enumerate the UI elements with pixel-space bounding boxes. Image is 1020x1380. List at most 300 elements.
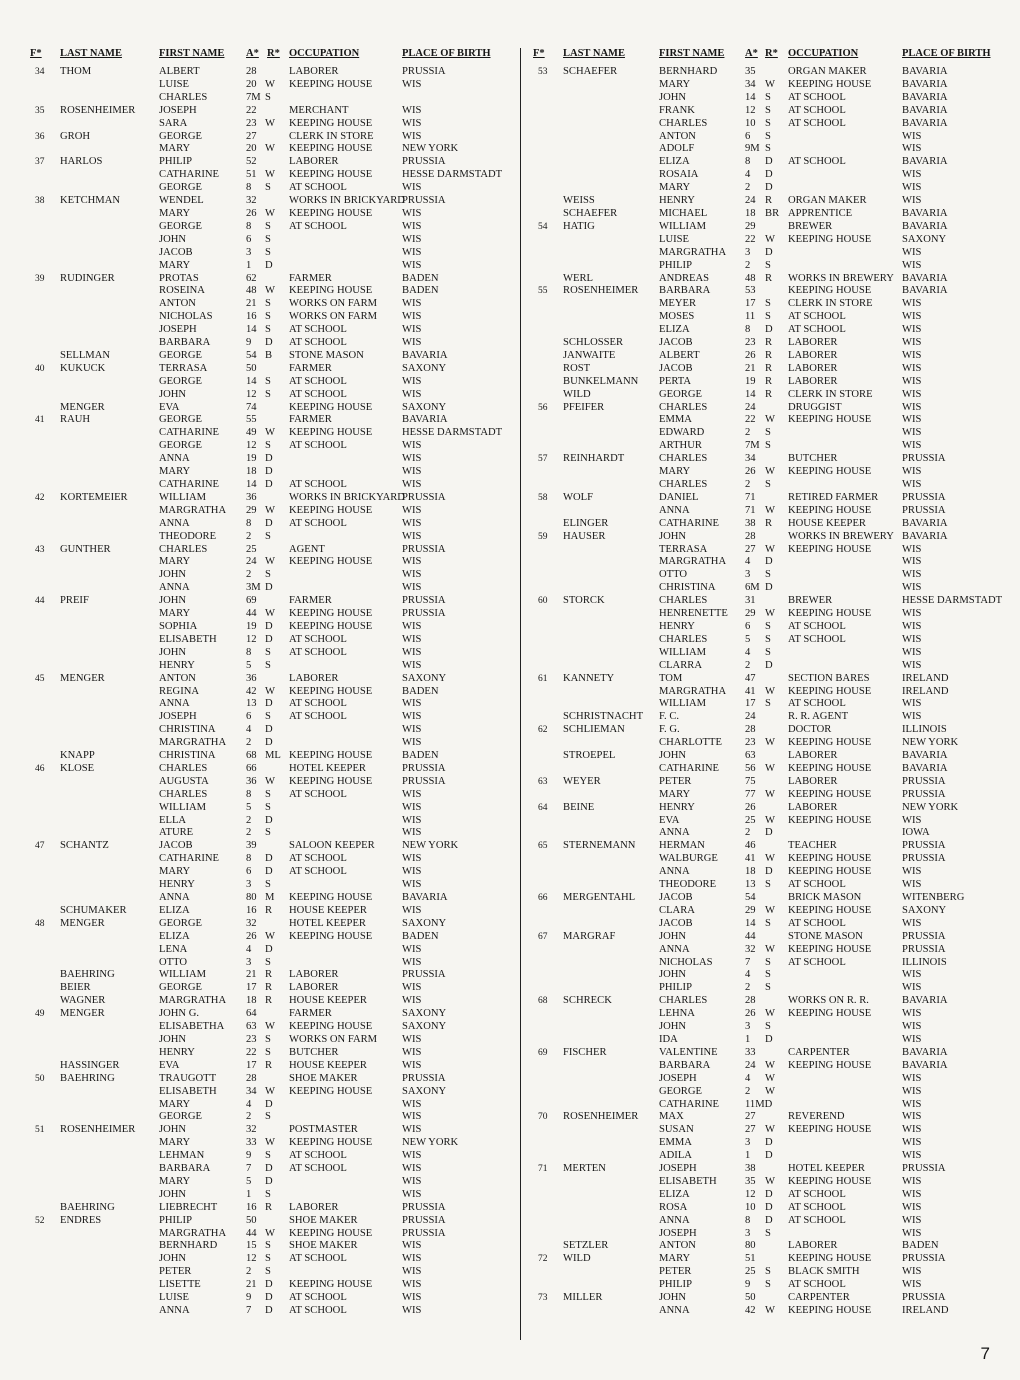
last-name-cell: ROSENHEIMER (60, 104, 136, 116)
place-of-birth-cell: WIS (902, 1188, 922, 1200)
census-row (30, 1228, 510, 1241)
first-name-cell: ANNA (659, 866, 690, 878)
relation-cell: S (265, 827, 271, 839)
first-name-cell: DANIEL (659, 491, 699, 503)
relation-cell: S (765, 633, 771, 645)
census-row (533, 582, 1008, 595)
place-of-birth-cell: WIS (402, 311, 422, 323)
occupation-cell: KEEPING HOUSE (289, 169, 373, 181)
census-row (30, 556, 510, 569)
place-of-birth-cell: PRUSSIA (402, 1072, 446, 1084)
relation-cell: S (265, 569, 271, 581)
first-name-cell: BARBARA (659, 285, 711, 297)
relation-cell: D (265, 620, 273, 632)
census-row (533, 931, 1008, 944)
age-cell: 33 (745, 1046, 756, 1058)
occupation-cell: LABORER (788, 1240, 838, 1252)
place-of-birth-cell: WIS (902, 1111, 922, 1123)
first-name-cell: CHARLES (659, 401, 708, 413)
occupation-cell: AT SCHOOL (788, 1214, 846, 1226)
age-cell: 68 (246, 750, 257, 762)
place-of-birth-cell: SAXONY (402, 401, 447, 413)
relation-cell: D (265, 633, 273, 645)
occupation-cell: AT SCHOOL (788, 956, 846, 968)
place-of-birth-cell: WIS (902, 466, 922, 478)
first-name-cell: CHRISTINA (659, 582, 716, 594)
place-of-birth-cell: BAVARIA (902, 750, 948, 762)
age-cell: 6 (745, 620, 751, 632)
first-name-cell: CHARLES (659, 453, 708, 465)
census-row (30, 750, 510, 763)
place-of-birth-cell: WIS (402, 182, 422, 194)
relation-cell: S (765, 969, 771, 981)
family-number-cell: 67 (538, 931, 548, 942)
census-row (533, 621, 1008, 634)
last-name-cell: ROSENHEIMER (60, 1124, 136, 1136)
age-cell: 8 (246, 853, 252, 865)
family-number-cell: 73 (538, 1293, 548, 1304)
last-name-cell: STORCK (563, 595, 605, 607)
first-name-cell: ALBERT (159, 66, 200, 77)
first-name-cell: GEORGE (659, 388, 702, 400)
census-row (30, 402, 510, 415)
first-name-cell: JOSEPH (659, 1227, 697, 1239)
census-row (30, 1215, 510, 1228)
age-cell: 12 (246, 1253, 257, 1265)
census-row (533, 1150, 1008, 1163)
place-of-birth-cell: WIS (902, 1098, 922, 1110)
first-name-cell: HENRY (659, 801, 695, 813)
place-of-birth-cell: BAVARIA (902, 78, 948, 90)
relation-cell: S (265, 711, 271, 723)
place-of-birth-cell: IRELAND (902, 685, 949, 697)
age-cell: 13 (745, 879, 756, 891)
first-name-cell: MARY (659, 182, 691, 194)
age-cell: 20 (246, 143, 257, 155)
place-of-birth-cell: PRUSSIA (402, 1227, 446, 1239)
census-row (533, 660, 1008, 673)
age-cell: 12 (745, 1188, 756, 1200)
first-name-cell: HENRY (659, 195, 695, 207)
occupation-cell: KEEPING HOUSE (289, 427, 373, 439)
age-cell: 17 (246, 1059, 257, 1071)
occupation-cell: AT SCHOOL (788, 311, 846, 323)
first-name-cell: MARY (159, 207, 191, 219)
place-of-birth-cell: WIS (902, 543, 922, 555)
first-name-cell: MAX (659, 1111, 684, 1123)
place-of-birth-cell: WIS (402, 724, 422, 736)
age-cell: 52 (246, 156, 257, 168)
first-name-cell: JACOB (659, 362, 693, 374)
relation-cell: S (265, 375, 271, 387)
census-row (533, 1292, 1008, 1305)
census-row (30, 1086, 510, 1099)
place-of-birth-cell: ILLINOIS (902, 956, 947, 968)
age-cell: 18 (246, 466, 257, 478)
age-cell: 9 (745, 1279, 751, 1291)
age-cell: 71 (745, 504, 756, 516)
census-row (533, 595, 1008, 608)
occupation-cell: KEEPING HOUSE (289, 117, 373, 129)
first-name-cell: CHARLES (659, 117, 708, 129)
age-cell: 51 (745, 1253, 756, 1265)
place-of-birth-cell: WIS (902, 259, 922, 271)
first-name-cell: CHRISTINA (159, 750, 216, 762)
first-name-cell: WILLIAM (159, 491, 207, 503)
place-of-birth-cell: WIS (902, 1201, 922, 1213)
occupation-cell: KEEPING HOUSE (788, 866, 872, 878)
family-number-cell: 70 (538, 1112, 548, 1123)
place-of-birth-cell: BAVARIA (902, 272, 948, 284)
first-name-cell: ELISABETH (159, 633, 217, 645)
first-name-cell: PHILIP (659, 1279, 692, 1291)
census-row (533, 853, 1008, 866)
last-name-cell: HAUSER (563, 530, 606, 542)
place-of-birth-cell: WIS (902, 1137, 922, 1149)
relation-cell: D (265, 453, 273, 465)
census-row (30, 1150, 510, 1163)
age-cell: 8 (246, 220, 252, 232)
place-of-birth-cell: WIS (402, 814, 422, 826)
first-name-cell: ANNA (159, 453, 190, 465)
relation-cell: W (265, 1085, 275, 1097)
place-of-birth-cell: WIS (902, 569, 922, 581)
last-name-cell: BAEHRING (60, 969, 115, 981)
first-name-cell: EDWARD (659, 427, 705, 439)
occupation-cell: KEEPING HOUSE (788, 1253, 872, 1265)
occupation-cell: BREWER (788, 220, 833, 232)
first-name-cell: MICHAEL (659, 207, 708, 219)
occupation-cell: CLERK IN STORE (788, 388, 873, 400)
relation-cell: S (765, 311, 771, 323)
relation-cell: S (765, 1021, 771, 1033)
age-cell: 53 (745, 285, 756, 297)
census-row (30, 995, 510, 1008)
occupation-cell: SECTION BARES (788, 672, 870, 684)
place-of-birth-cell: PRUSSIA (902, 943, 946, 955)
last-name-cell: KANNETY (563, 672, 615, 684)
header-first-name: FIRST NAME (159, 48, 225, 59)
last-name-cell: SCHANTZ (60, 840, 109, 852)
first-name-cell: SARA (159, 117, 188, 129)
census-row (30, 1163, 510, 1176)
relation-cell: W (265, 1137, 275, 1149)
place-of-birth-cell: WIS (402, 698, 422, 710)
census-row (533, 737, 1008, 750)
place-of-birth-cell: WIS (902, 375, 922, 387)
family-number-cell: 38 (35, 196, 45, 207)
age-cell: 77 (745, 788, 756, 800)
relation-cell: W (765, 608, 775, 620)
last-name-cell: ROST (563, 362, 591, 374)
age-cell: 11 (745, 311, 756, 323)
place-of-birth-cell: WIS (402, 375, 422, 387)
first-name-cell: WILLIAM (659, 698, 707, 710)
place-of-birth-cell: WIS (402, 466, 422, 478)
census-row (30, 827, 510, 840)
first-name-cell: JOHN (159, 1188, 187, 1200)
age-cell: 4 (745, 556, 751, 568)
census-row (533, 995, 1008, 1008)
relation-cell: W (765, 1085, 775, 1097)
age-cell: 14 (745, 91, 756, 103)
census-row (30, 1176, 510, 1189)
last-name-cell: WOLF (563, 491, 594, 503)
age-cell: 21 (745, 362, 756, 374)
age-cell: 7M (246, 91, 261, 103)
first-name-cell: MARY (159, 1137, 191, 1149)
census-row (533, 544, 1008, 557)
family-number-cell: 49 (35, 1009, 45, 1020)
last-name-cell: KLOSE (60, 762, 95, 774)
first-name-cell: ELISABETH (159, 1085, 217, 1097)
place-of-birth-cell: WIS (402, 1279, 422, 1291)
age-cell: 2 (745, 427, 751, 439)
first-name-cell: MOSES (659, 311, 695, 323)
occupation-cell: KEEPING HOUSE (289, 143, 373, 155)
first-name-cell: GEORGE (159, 1111, 202, 1123)
family-number-cell: 69 (538, 1047, 548, 1058)
place-of-birth-cell: WIS (902, 1008, 922, 1020)
place-of-birth-cell: IOWA (902, 827, 930, 839)
age-cell: 3 (246, 956, 252, 968)
place-of-birth-cell: WIS (902, 143, 922, 155)
census-row (30, 802, 510, 815)
census-row (533, 969, 1008, 982)
place-of-birth-cell: HESSE DARMSTADT (902, 595, 1003, 607)
census-row (533, 376, 1008, 389)
census-row (30, 337, 510, 350)
census-row (30, 698, 510, 711)
place-of-birth-cell: WIS (902, 698, 922, 710)
relation-cell: S (765, 620, 771, 632)
age-cell: 14 (246, 479, 257, 490)
occupation-cell: KEEPING HOUSE (788, 762, 872, 774)
occupation-cell: WORKS ON FARM (289, 311, 378, 323)
occupation-cell: SHOE MAKER (289, 1072, 358, 1084)
census-row (533, 763, 1008, 776)
census-row (30, 686, 510, 699)
first-name-cell: ROSEINA (159, 285, 205, 297)
first-name-cell: MARY (159, 866, 191, 878)
occupation-cell: WORKS ON FARM (289, 298, 378, 310)
census-row (533, 569, 1008, 582)
census-row (533, 673, 1008, 686)
place-of-birth-cell: WIS (402, 130, 422, 142)
age-cell: 26 (246, 207, 257, 219)
relation-cell: W (765, 737, 775, 749)
first-name-cell: EMMA (659, 414, 692, 426)
occupation-cell: BUTCHER (788, 453, 838, 465)
age-cell: 2 (246, 827, 252, 839)
age-cell: 21 (246, 298, 257, 310)
place-of-birth-cell: WIS (402, 1163, 422, 1175)
occupation-cell: AT SCHOOL (289, 1163, 347, 1175)
age-cell: 4 (246, 1098, 252, 1110)
relation-cell: D (265, 517, 273, 529)
occupation-cell: BLACK SMITH (788, 1266, 860, 1278)
occupation-cell: CARPENTER (788, 1046, 850, 1058)
relation-cell: D (265, 853, 273, 865)
first-name-cell: JOHN (159, 233, 187, 245)
relation-cell: S (265, 879, 271, 891)
census-row (30, 1279, 510, 1292)
occupation-cell: KEEPING HOUSE (788, 943, 872, 955)
census-row (30, 673, 510, 686)
place-of-birth-cell: PRUSSIA (402, 1201, 446, 1213)
family-number-cell: 40 (35, 363, 45, 374)
last-name-cell: MILLER (563, 1292, 603, 1304)
place-of-birth-cell: SAXONY (402, 362, 447, 374)
occupation-cell: TEACHER (788, 840, 837, 852)
relation-cell: S (765, 982, 771, 994)
census-row (30, 763, 510, 776)
census-row (533, 531, 1008, 544)
census-row (30, 376, 510, 389)
occupation-cell: AT SCHOOL (289, 479, 347, 490)
header-relation: R* (267, 48, 280, 59)
place-of-birth-cell: WIS (902, 1072, 922, 1084)
occupation-cell: AT SCHOOL (788, 1188, 846, 1200)
last-name-cell: SELLMAN (60, 349, 111, 361)
relation-cell: W (265, 685, 275, 697)
age-cell: 32 (246, 917, 257, 929)
place-of-birth-cell: WIS (902, 324, 922, 336)
place-of-birth-cell: NEW YORK (402, 840, 459, 852)
place-of-birth-cell: WIS (402, 207, 422, 219)
place-of-birth-cell: WIS (902, 440, 922, 452)
occupation-cell: HOTEL KEEPER (289, 917, 366, 929)
relation-cell: R (765, 337, 773, 349)
place-of-birth-cell: BAVARIA (902, 117, 948, 129)
place-of-birth-cell: BADEN (902, 1240, 939, 1252)
census-row (30, 608, 510, 621)
first-name-cell: JOHN (659, 1021, 687, 1033)
occupation-cell: HOUSE KEEPER (289, 904, 367, 916)
census-row (533, 131, 1008, 144)
census-row (533, 1137, 1008, 1150)
census-row (533, 273, 1008, 286)
family-number-cell: 41 (35, 415, 45, 426)
relation-cell: M (265, 892, 275, 903)
first-name-cell: ELIZA (159, 930, 190, 942)
occupation-cell: AT SCHOOL (788, 1279, 846, 1291)
relation-cell: S (765, 143, 771, 155)
census-row (30, 840, 510, 853)
relation-cell: S (265, 1111, 271, 1123)
census-row (533, 234, 1008, 247)
relation-cell: W (765, 853, 775, 865)
place-of-birth-cell: WIS (402, 866, 422, 878)
occupation-cell: KEEPING HOUSE (788, 737, 872, 749)
census-row (30, 234, 510, 247)
occupation-cell: LABORER (289, 156, 339, 168)
census-row (533, 1047, 1008, 1060)
occupation-cell: LABORER (788, 750, 838, 762)
place-of-birth-cell: WIS (902, 1279, 922, 1291)
last-name-cell: BUNKELMANN (563, 375, 639, 387)
first-name-cell: GEORGE (159, 349, 202, 361)
occupation-cell: CLERK IN STORE (289, 130, 374, 142)
census-row (30, 1008, 510, 1021)
first-name-cell: GEORGE (159, 220, 202, 232)
age-cell: 64 (246, 1008, 257, 1020)
last-name-cell: KUKUCK (60, 362, 106, 374)
place-of-birth-cell: PRUSSIA (902, 853, 946, 865)
age-cell: 18 (745, 207, 756, 219)
census-row (533, 866, 1008, 879)
relation-cell: W (265, 78, 275, 90)
occupation-cell: AT SCHOOL (289, 220, 347, 232)
first-name-cell: JACOB (659, 892, 693, 903)
age-cell: 24 (246, 556, 257, 568)
relation-cell: W (265, 556, 275, 568)
occupation-cell: AT SCHOOL (289, 853, 347, 865)
census-row (533, 1202, 1008, 1215)
relation-cell: W (765, 762, 775, 774)
age-cell: 1 (745, 1150, 751, 1162)
occupation-cell: AT SCHOOL (788, 698, 846, 710)
relation-cell: D (765, 1214, 773, 1226)
census-row (533, 118, 1008, 131)
first-name-cell: ATURE (159, 827, 194, 839)
occupation-cell: KEEPING HOUSE (289, 750, 373, 762)
age-cell: 11MD (745, 1098, 773, 1110)
first-name-cell: LENA (159, 943, 188, 955)
age-cell: 22 (745, 233, 756, 245)
relation-cell: S (265, 801, 271, 813)
first-name-cell: GEORGE (159, 440, 202, 452)
relation-cell: D (265, 737, 273, 749)
age-cell: 42 (246, 685, 257, 697)
place-of-birth-cell: WIS (902, 182, 922, 194)
occupation-cell: KEEPING HOUSE (788, 685, 872, 697)
age-cell: 28 (745, 995, 756, 1007)
age-cell: 9 (246, 337, 252, 349)
census-row (30, 66, 510, 79)
age-cell: 3 (745, 1021, 751, 1033)
place-of-birth-cell: WIS (902, 556, 922, 568)
age-cell: 19 (246, 620, 257, 632)
age-cell: 26 (745, 349, 756, 361)
last-name-cell: ROSENHEIMER (563, 285, 639, 297)
age-cell: 50 (745, 1292, 756, 1304)
age-cell: 34 (246, 1085, 257, 1097)
age-cell: 20 (246, 78, 257, 90)
age-cell: 15 (246, 1240, 257, 1252)
first-name-cell: GEORGE (159, 917, 202, 929)
first-name-cell: CHARLES (159, 543, 208, 555)
age-cell: 27 (246, 130, 257, 142)
occupation-cell: KEEPING HOUSE (788, 853, 872, 865)
first-name-cell: THEODORE (659, 879, 717, 891)
occupation-cell: FARMER (289, 414, 332, 426)
age-cell: 10 (745, 1201, 756, 1213)
occupation-cell: KEEPING HOUSE (788, 788, 872, 800)
place-of-birth-cell: WIS (402, 78, 422, 90)
relation-cell: S (765, 117, 771, 129)
first-name-cell: EMMA (659, 1137, 692, 1149)
census-row (533, 440, 1008, 453)
occupation-cell: LABORER (788, 375, 838, 387)
place-of-birth-cell: WIS (402, 1305, 422, 1316)
age-cell: 22 (246, 104, 257, 116)
place-of-birth-cell: WIS (402, 530, 422, 542)
census-row (533, 105, 1008, 118)
age-cell: 46 (745, 840, 756, 852)
first-name-cell: EVA (159, 401, 180, 413)
header-last-name: LAST NAME (60, 48, 122, 59)
